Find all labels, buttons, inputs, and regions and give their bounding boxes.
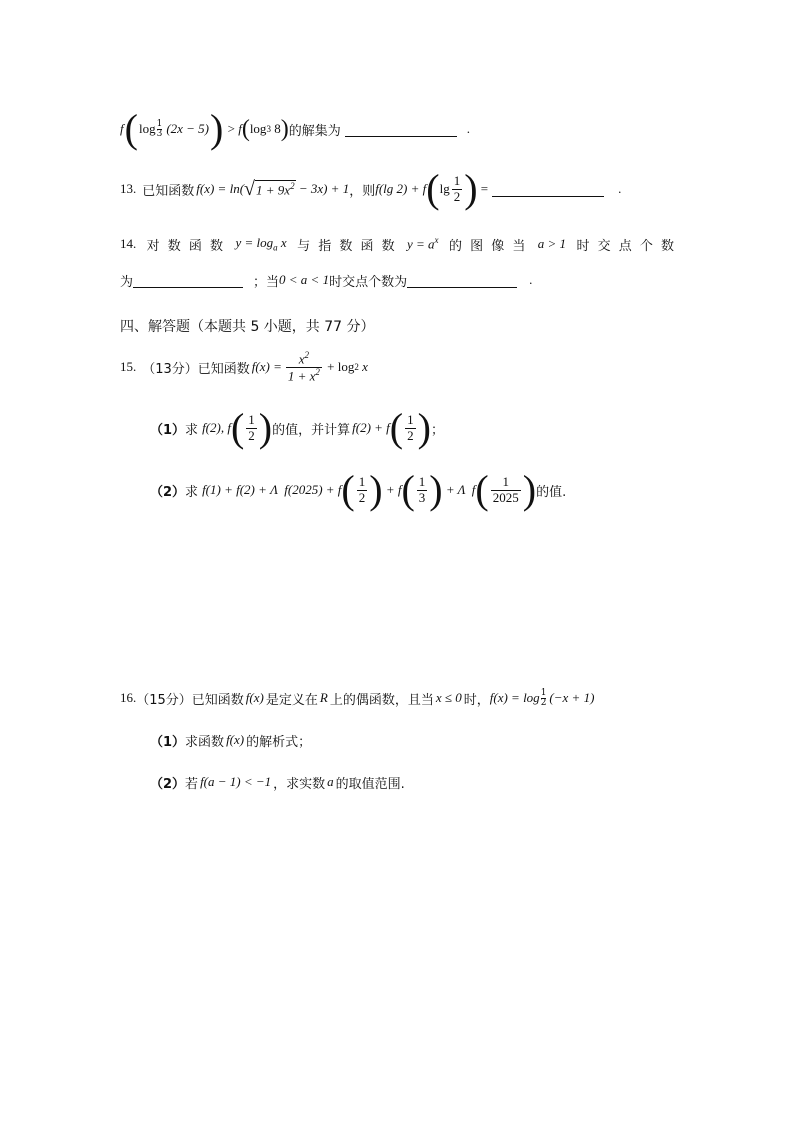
section4-title-text: 四、解答题（本题共 5 小题，共 77 分）	[120, 319, 375, 335]
q16-p1-text2: 的解析式；	[246, 734, 312, 750]
q15-p1-text1: 求	[185, 422, 199, 438]
q16-text3: 时，	[463, 692, 490, 708]
q13-line	[120, 168, 621, 210]
q15-score: （13分）已知函数	[142, 361, 250, 377]
q16-part1	[150, 728, 311, 752]
q16-p1-fx: f(x)	[226, 732, 245, 747]
q14-text6: ；当	[253, 274, 280, 290]
q15-p2-frac3: $\frac{1}{2025}$	[492, 474, 519, 505]
q13-number: 13.	[120, 181, 137, 196]
q14-expr1: y = log	[235, 235, 274, 251]
q12-rparen: )	[210, 106, 224, 151]
q14-text5: 为	[120, 274, 134, 290]
q14-line1	[120, 232, 676, 256]
q15-x: x	[358, 359, 368, 374]
q12-log-base: 1 3	[156, 118, 163, 139]
q13-half: $\frac{1}{2}$	[453, 173, 461, 204]
q13-f-lg2: f(lg 2) + f	[375, 181, 427, 196]
q16-p2-text2: ，求实数	[273, 776, 326, 792]
q16-p2-text3: 的取值范围.	[335, 776, 405, 792]
q13-rest: − 3x) + 1	[295, 181, 350, 196]
q16-p1-label: （1）	[150, 734, 186, 750]
q16-R: R	[319, 690, 328, 705]
q16-fx: f(x)	[245, 690, 264, 705]
q12-rparen2: )	[280, 116, 289, 142]
q14-sup-x: x	[434, 235, 439, 246]
q14-line2	[120, 268, 532, 292]
q15-p2-end: 的值.	[536, 484, 567, 500]
q14-text1: 对 数 函 数	[146, 238, 226, 254]
q12-answer-blank[interactable]	[345, 122, 457, 137]
q13-text1: 已知函数	[142, 183, 195, 199]
q12-text: 的解集为	[288, 123, 341, 139]
q15-fx: f(x) =	[251, 359, 282, 374]
q12-log: log	[138, 121, 156, 136]
q12-gt: >	[224, 121, 239, 136]
q16-p2-a: a	[327, 774, 334, 789]
section4-title	[120, 314, 375, 338]
q14-end: .	[529, 272, 533, 287]
q15-plus: + log	[323, 359, 355, 374]
q12-f1: f	[120, 121, 124, 136]
q14-text4: 时 交 点 个 数	[576, 238, 676, 254]
q15-number: 15.	[120, 359, 137, 374]
q15-p1-label: （1）	[150, 422, 186, 438]
q14-sub-a: a	[273, 242, 278, 253]
q14-text3: 的 图 像 当	[448, 238, 528, 254]
q12-end: .	[466, 121, 470, 136]
q15-p2-plus2: + Λ f	[442, 482, 476, 497]
q15-part2: （2） 求 f(1) + f(2) + Λ f(2025) + f ( $\frac{1}{2}$ ) + f ( $\frac{1}{3}$ ) + Λ f ( $\frac{1}{2025}$ ) 的值.	[150, 467, 567, 512]
q15-p1-expr1: f(2), f	[202, 420, 231, 435]
q13-answer-blank[interactable]	[492, 182, 604, 197]
q15-p2-frac2: $\frac{1}{3}$	[418, 474, 426, 505]
q12-lparen: (	[124, 106, 138, 151]
q13-lg: lg	[439, 181, 450, 196]
q14-cond: a > 1	[537, 236, 567, 251]
q16-text1: 是定义在	[265, 692, 318, 708]
q15-p2-plus: + f	[382, 482, 402, 497]
q16-line	[120, 676, 594, 720]
q13-lparen: (	[426, 166, 440, 211]
q15-p2-frac1: $\frac{1}{2}$	[358, 474, 366, 505]
q14-expr1-wrap	[235, 235, 286, 253]
q14-x: x	[277, 235, 287, 251]
q15-p1-frac2: $\frac{1}{2}$	[407, 412, 414, 443]
q16-p1-text1: 求函数	[185, 734, 225, 750]
q14-expr2: y = a	[407, 236, 435, 252]
q16-cond: x ≤ 0	[435, 690, 462, 705]
q12-arg: (2x − 5)	[166, 121, 210, 136]
q13-text2: ，则	[349, 183, 376, 199]
q14-blank1[interactable]	[133, 273, 243, 288]
q16-part2	[150, 770, 405, 794]
q15-frac: $\frac{x^2}{1 + x^2}$	[287, 349, 320, 383]
q14-text7: 时交点个数为	[329, 274, 408, 290]
q15-p1-text2: 的值，并计算	[272, 422, 351, 438]
q12-f2: f	[238, 121, 242, 136]
q15-line	[120, 346, 368, 388]
q15-p1-expr2: f(2) + f	[352, 420, 390, 435]
q13-rparen: )	[464, 166, 478, 211]
q16-p2-expr: f(a − 1) < −1	[200, 774, 272, 789]
q15-p2-label: （2）	[150, 484, 186, 500]
q14-cond2: 0 < a < 1	[279, 272, 330, 287]
q12-log3: log	[249, 121, 267, 136]
q14-text2: 与 指 数 函 数	[297, 238, 397, 254]
q12-lparen2: (	[241, 116, 250, 142]
q13-sqrt: √ $1 + 9x^2$	[244, 177, 295, 200]
q12-tail-line	[120, 108, 470, 150]
q15-p2-expr: f(1) + f(2) + Λ f(2025) + f	[202, 482, 342, 497]
q16-p2-text1: 若	[185, 776, 199, 792]
q14-number: 14.	[120, 236, 137, 251]
q13-fx: f(x) = ln(	[196, 181, 245, 196]
q16-expr: f(x) = log	[489, 690, 540, 705]
q16-text2: 上的偶函数，且当	[329, 692, 434, 708]
q15-part1: （1） 求 f(2), f ( $\frac{1}{2}$ ) 的值，并计算 f(2) + f ( $\frac{1}{2}$ ) ；	[150, 405, 444, 450]
q12-base3: 3	[266, 124, 271, 134]
q16-log-base: 1 2	[540, 687, 547, 708]
q12-arg2: 8	[270, 121, 281, 136]
q15-sub2: 2	[354, 362, 359, 372]
q15-p1-frac1: $\frac{1}{2}$	[248, 412, 255, 443]
q16-p2-label: （2）	[150, 776, 186, 792]
q15-p2-text1: 求	[185, 484, 199, 500]
q16-score: （15分）已知函数	[136, 692, 244, 708]
q13-end: .	[618, 181, 622, 196]
q16-arg: (−x + 1)	[549, 690, 595, 705]
q14-expr2-wrap	[407, 235, 439, 252]
q13-eq: =	[477, 181, 489, 196]
q15-p1-end: ；	[430, 422, 444, 438]
q14-blank2[interactable]	[407, 273, 517, 288]
q16-number: 16.	[120, 690, 137, 705]
